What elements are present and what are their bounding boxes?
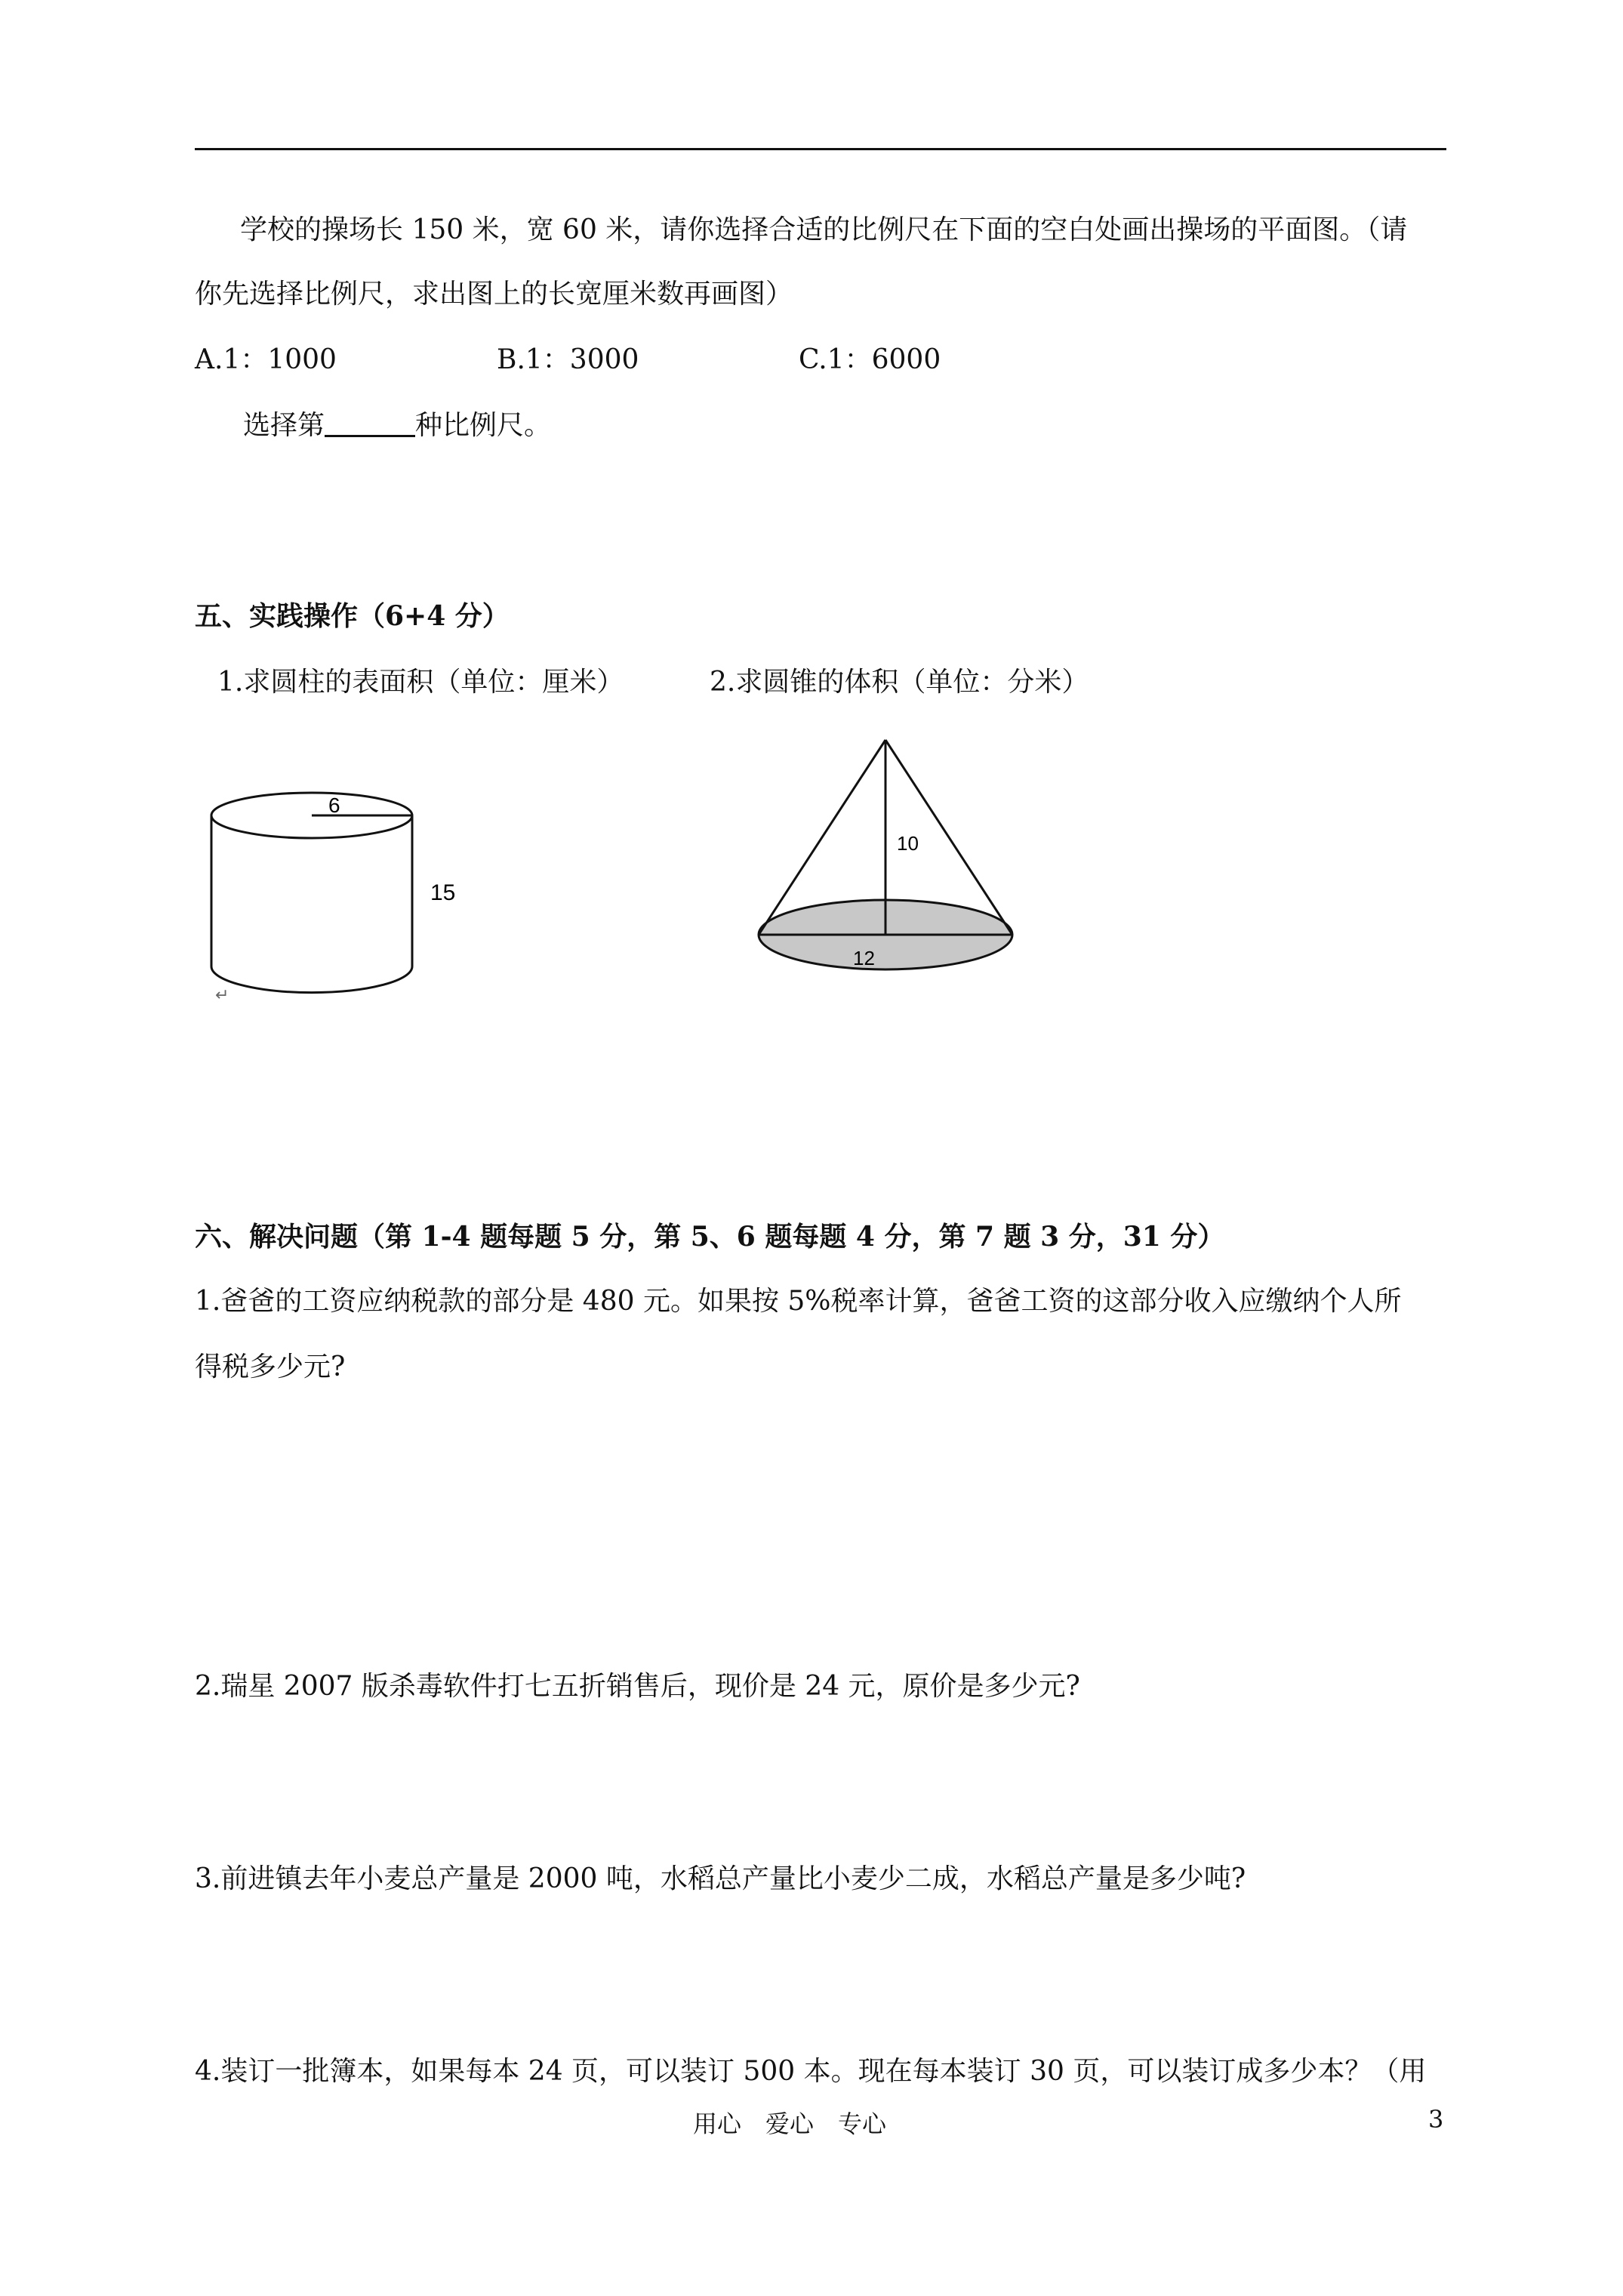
choose-suffix: 种比例尺。 bbox=[415, 410, 552, 441]
section5-q2: 2.求圆锥的体积（单位：分米） bbox=[710, 667, 1089, 698]
problem3: 3.前进镇去年小麦总产量是 2000 吨，水稻总产量比小麦少二成，水稻总产量是多少吨? bbox=[195, 1863, 1246, 1894]
cylinder-figure bbox=[189, 770, 491, 1012]
section5-q1: 1.求圆柱的表面积（单位：厘米） bbox=[217, 667, 624, 698]
problem2: 2.瑞星 2007 版杀毒软件打七五折销售后，现价是 24 元，原价是多少元? bbox=[195, 1671, 1080, 1702]
choose-prefix: 选择第 bbox=[243, 410, 325, 441]
scale-question-line1: 学校的操场长 150 米，宽 60 米，请你选择合适的比例尺在下面的空白处画出操场的平面图。（请 bbox=[240, 214, 1408, 245]
header-rule bbox=[195, 148, 1446, 150]
scale-question-line2: 你先选择比例尺，求出图上的长宽厘米数再画图） bbox=[195, 279, 793, 310]
problem4: 4.装订一批簿本，如果每本 24 页，可以装订 500 本。现在每本装订 30 页，可以装订成多少本？（用 bbox=[195, 2056, 1427, 2087]
footer-slogan: 用心 爱心 专心 bbox=[693, 2110, 887, 2138]
return-mark-icon: ↵ bbox=[215, 985, 229, 1004]
answer-blank[interactable] bbox=[325, 408, 415, 437]
section6-title: 六、解决问题（第 1-4 题每题 5 分，第 5、6 题每题 4 分，第 7 题 3 分，31 分） bbox=[195, 1221, 1225, 1253]
cylinder-body bbox=[211, 815, 412, 993]
problem1-line1: 1.爸爸的工资应纳税款的部分是 480 元。如果按 5%税率计算，爸爸工资的这部分收入应缴纳个人所 bbox=[195, 1286, 1402, 1317]
choose-scale-line bbox=[243, 408, 551, 442]
cylinder-radius-label: 6 bbox=[328, 794, 340, 817]
cone-diameter-label: 12 bbox=[853, 947, 875, 969]
page-number: 3 bbox=[1428, 2105, 1444, 2134]
cone-height-label: 10 bbox=[897, 832, 919, 855]
problem1-line2: 得税多少元? bbox=[195, 1351, 346, 1382]
option-a: A.1：1000 bbox=[195, 344, 337, 375]
cone-figure bbox=[747, 725, 1034, 997]
cylinder-height-label: 15 bbox=[430, 880, 456, 905]
option-c: C.1：6000 bbox=[799, 344, 941, 375]
option-b: B.1：3000 bbox=[497, 344, 639, 375]
section5-title: 五、实践操作（6+4 分） bbox=[195, 600, 510, 632]
